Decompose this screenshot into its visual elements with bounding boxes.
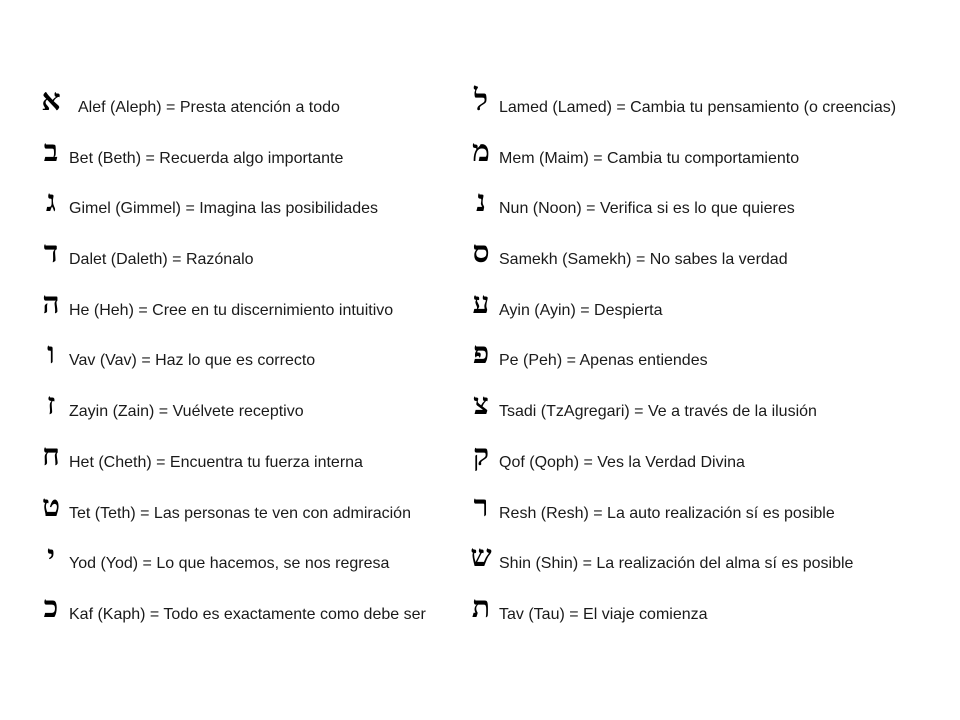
entry-description: Yod (Yod) = Lo que hacemos, se nos regresa [69, 555, 390, 573]
hebrew-letter-dalet: ד [43, 235, 59, 271]
hebrew-letter-samekh: ס [472, 235, 490, 271]
hebrew-letter-lamed: ל [473, 83, 489, 118]
entry-description: Qof (Qoph) = Ves la Verdad Divina [499, 453, 745, 471]
letter-entry-mem [466, 135, 946, 186]
hebrew-letter-gimel: ג [46, 184, 56, 220]
letter-entry-shin [466, 540, 946, 591]
letter-entry-nun [466, 185, 946, 236]
hebrew-letter-tav: ת [471, 589, 491, 625]
entry-description: Samekh (Samekh) = No sabes la verdad [499, 251, 788, 269]
letter-entry-kaf [36, 591, 466, 642]
hebrew-letter-kaf: כ [43, 589, 59, 625]
letter-entry-bet [36, 135, 466, 186]
entry-description: He (Heh) = Cree en tu discernimiento intuitivo [69, 301, 394, 319]
letter-entry-het [36, 439, 466, 490]
entry-description: Dalet (Daleth) = Razónalo [69, 251, 254, 269]
letter-entry-resh [466, 490, 946, 541]
entry-description: Het (Cheth) = Encuentra tu fuerza interna [69, 453, 363, 471]
hebrew-letter-mem: מ [472, 133, 490, 169]
entry-description: Nun (Noon) = Verifica si es lo que quieres [499, 200, 795, 218]
letter-entry-samekh [466, 236, 946, 287]
letter-entry-he [36, 287, 466, 338]
entry-description: Mem (Maim) = Cambia tu comportamiento [499, 149, 800, 167]
letter-entry-pe [466, 337, 946, 388]
hebrew-letter-qof: ק [472, 437, 490, 473]
letter-entry-ayin [466, 287, 946, 338]
letter-entry-zayin [36, 388, 466, 439]
entry-description: Lamed (Lamed) = Cambia tu pensamiento (o creencias) [499, 99, 897, 116]
hebrew-letter-vav: ו [47, 336, 55, 372]
letter-entry-vav [36, 337, 466, 388]
letter-entry-dalet [36, 236, 466, 287]
hebrew-letter-nun: נ [476, 184, 486, 220]
entry-description: Zayin (Zain) = Vuélvete receptivo [69, 403, 304, 421]
entry-description: Bet (Beth) = Recuerda algo importante [69, 149, 344, 167]
entry-description: Pe (Peh) = Apenas entiendes [499, 352, 708, 370]
entry-description: Vav (Vav) = Haz lo que es correcto [69, 352, 316, 370]
entry-description: Ayin (Ayin) = Despierta [499, 301, 663, 319]
entry-description: Resh (Resh) = La auto realización sí es posible [499, 504, 835, 522]
right-letter-column [466, 84, 946, 642]
hebrew-letter-tsadi: צ [473, 387, 489, 423]
letter-entry-qof [466, 439, 946, 490]
entry-description: Tav (Tau) = El viaje comienza [499, 605, 708, 623]
hebrew-letter-ayin: ע [472, 285, 490, 321]
entry-description: Alef (Aleph) = Presta atención a todo [78, 99, 340, 116]
entry-description: Shin (Shin) = La realización del alma sí es posible [499, 555, 854, 573]
letter-entry-tsadi [466, 388, 946, 439]
hebrew-letter-alef: א [41, 83, 61, 118]
letter-entry-gimel [36, 185, 466, 236]
hebrew-letter-bet: ב [43, 133, 59, 169]
letter-entry-tet [36, 490, 466, 541]
hebrew-letter-he: ה [42, 285, 60, 321]
hebrew-letter-het: ח [42, 437, 60, 473]
letter-entry-tav [466, 591, 946, 642]
hebrew-letter-yod: י [47, 539, 55, 575]
entry-description: Tet (Teth) = Las personas te ven con admiración [69, 504, 411, 522]
hebrew-letter-pe: פ [472, 336, 490, 372]
letter-entry-lamed [466, 84, 946, 135]
letter-entry-alef [36, 84, 466, 135]
hebrew-letter-shin: ש [470, 539, 492, 575]
left-letter-column [36, 84, 466, 642]
letter-entry-yod [36, 540, 466, 591]
entry-description: Tsadi (TzAgregari) = Ve a través de la ilusión [499, 403, 817, 421]
hebrew-letter-tet: ט [41, 488, 61, 524]
hebrew-letter-zayin: ז [46, 387, 56, 423]
hebrew-letter-resh: ר [473, 488, 489, 524]
entry-description: Kaf (Kaph) = Todo es exactamente como debe ser [69, 605, 426, 623]
entry-description: Gimel (Gimmel) = Imagina las posibilidades [69, 200, 378, 218]
